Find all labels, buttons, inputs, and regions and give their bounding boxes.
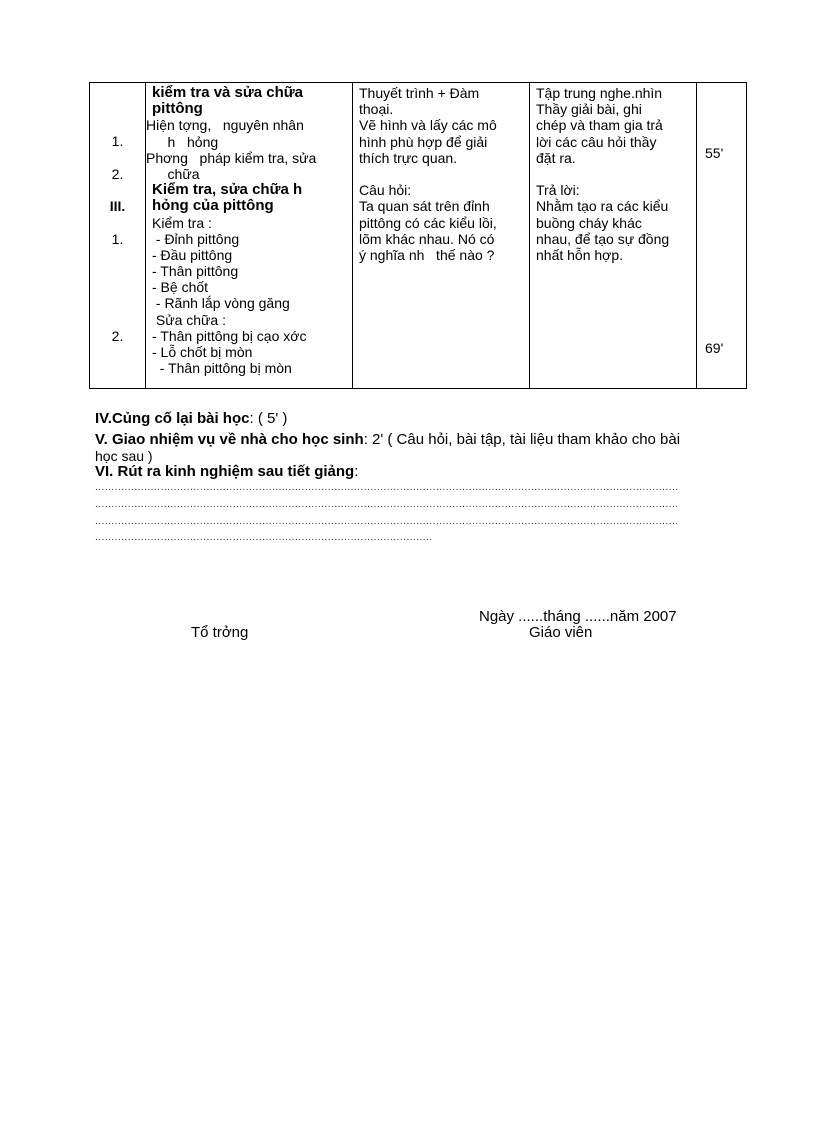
student-activity-line: nhau, để tạo sự đồng <box>536 230 670 247</box>
student-activity-column <box>536 85 696 263</box>
teacher-activity-line: thích trực quan. <box>359 149 458 166</box>
teacher-activity-line: thoại. <box>359 101 394 118</box>
content-line: - Thân pittông bị mòn <box>152 360 292 377</box>
content-line: - Bệ chốt <box>152 279 209 296</box>
teacher-activity-line: ý nghĩa nh thế nào ? <box>359 246 495 263</box>
content-line: chữa <box>152 165 200 182</box>
student-activity-line: chép và tham gia trả <box>536 117 663 134</box>
item-number: 1. <box>111 230 124 247</box>
teacher-activity-line: pittông có các kiểu lồi, <box>359 214 497 231</box>
content-line: hỏng của pittông <box>152 197 274 215</box>
student-activity-line: Tập trung nghe.nhìn <box>536 85 663 101</box>
student-activity-line: buồng cháy khác <box>536 214 642 231</box>
item-number <box>90 247 145 263</box>
dotted-line: ....................................................................................................... <box>95 532 433 543</box>
section-iv <box>95 411 287 427</box>
content-line: kiểm tra và sửa chữa <box>152 84 303 101</box>
item-number: 1. <box>111 133 124 150</box>
student-activity-line <box>536 166 696 182</box>
student-activity-line: đặt ra. <box>536 149 576 166</box>
section-v <box>95 432 735 448</box>
dotted-line: .................................................................................................................................................................................. <box>95 482 679 493</box>
content-line: Kiểm tra, sửa chữa h <box>152 181 303 199</box>
content-line: - Đầu pittông <box>152 246 233 263</box>
section-heading: V. Giao nhiệm vụ về nhà cho học sinh <box>95 431 364 448</box>
content-line: Hiện tợng, nguyên nhân <box>146 117 304 134</box>
content-line: - Lỗ chốt bị mòn <box>152 344 253 360</box>
item-number <box>90 150 145 166</box>
content-line: pittông <box>152 100 203 118</box>
content-line: Sửa chữa : <box>152 311 226 328</box>
section-text: : 2' ( Câu hỏi, bài tập, tài liệu tham khảo cho bài <box>363 431 681 448</box>
head-signature-label: Tổ trởng <box>191 624 249 641</box>
student-activity-line: Thầy giải bài, ghi <box>536 101 642 118</box>
content-line: h hỏng <box>152 133 219 150</box>
content-line: Phơng pháp kiểm tra, sửa <box>146 149 317 166</box>
time-label: 69' <box>705 340 724 356</box>
section-heading: IV.Củng cố lại bài học <box>95 410 250 427</box>
date-line: Ngày ......tháng ......năm 2007 <box>479 608 677 625</box>
item-number <box>90 360 145 376</box>
teacher-signature-label: Giáo viên <box>529 624 593 641</box>
content-line: - Rãnh lắp vòng găng <box>152 295 290 312</box>
student-activity-line: nhất hỗn hợp. <box>536 246 624 263</box>
teacher-activity-column <box>359 85 529 263</box>
lesson-table <box>89 82 747 389</box>
time-label: 55' <box>705 145 724 161</box>
dotted-line: .................................................................................................................................................................................. <box>95 516 679 527</box>
item-number: III. <box>109 198 126 215</box>
section-vi <box>95 464 358 480</box>
item-number <box>90 295 145 311</box>
item-number <box>90 101 145 117</box>
column-divider <box>696 83 697 388</box>
item-number: 2. <box>111 165 124 182</box>
column-divider <box>529 83 530 388</box>
teacher-activity-line: Ta quan sát trên đỉnh <box>359 198 490 215</box>
teacher-activity-line <box>359 166 529 182</box>
student-activity-line: Nhằm tạo ra các kiểu <box>536 198 669 215</box>
item-number <box>90 279 145 295</box>
teacher-activity-line: Thuyết trình + Đàm <box>359 85 480 101</box>
section-text: : ( 5' ) <box>249 410 288 427</box>
section-heading: VI. Rút ra kinh nghiệm sau tiết giảng <box>95 463 355 480</box>
teacher-activity-line: Câu hỏi: <box>359 182 412 199</box>
content-line: - Thân pittông <box>152 263 239 280</box>
item-number <box>90 117 145 133</box>
content-line: - Thân pittông bị cạo xớc <box>152 327 307 344</box>
dotted-line: .................................................................................................................................................................................. <box>95 499 679 510</box>
content-column <box>146 85 351 376</box>
student-activity-line: Trả lời: <box>536 182 580 199</box>
item-number <box>90 263 145 279</box>
item-number <box>90 182 145 198</box>
section-v-continued: học sau ) <box>95 448 153 464</box>
item-number: 2. <box>111 327 124 344</box>
item-number <box>90 311 145 327</box>
section-text: : <box>354 463 359 480</box>
column-divider <box>352 83 353 388</box>
numbering-column <box>90 101 145 376</box>
teacher-activity-line: lõm khác nhau. Nó có <box>359 230 495 247</box>
content-line: Kiểm tra : <box>152 214 212 231</box>
item-number <box>90 214 145 230</box>
student-activity-line: lời các câu hỏi thầy <box>536 133 657 150</box>
item-number <box>90 344 145 360</box>
teacher-activity-line: hình phù hợp để giải <box>359 133 488 150</box>
content-line: - Đỉnh pittông <box>152 230 240 247</box>
teacher-activity-line: Vẽ hình và lấy các mô <box>359 117 497 134</box>
